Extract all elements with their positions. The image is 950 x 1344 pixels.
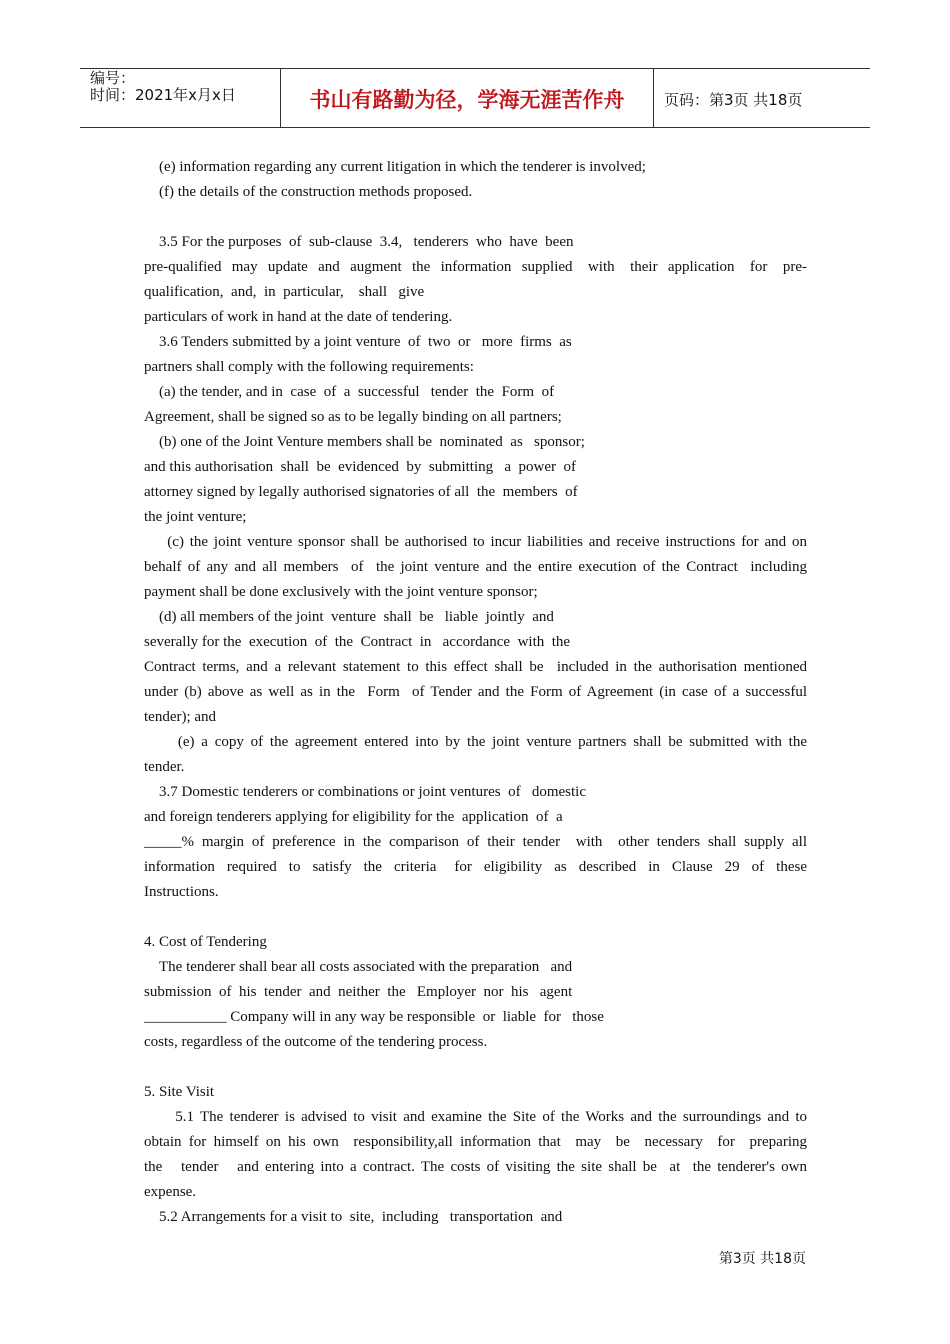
body-line: and foreign tenderers applying for eligibility for the application of a (144, 809, 563, 825)
body-line: Contract terms, and a relevant statement to this effect shall be included in the authorisation mentioned (144, 659, 807, 675)
body-line: (b) one of the Joint Venture members shall be nominated as sponsor; (144, 434, 585, 450)
body-line: qualification, and, in particular, shall give (144, 284, 425, 300)
body-line: tender. (144, 759, 185, 775)
body-line: (e) a copy of the agreement entered into by the joint venture partners shall be submitted with the (144, 734, 808, 750)
body-line: 3.5 For the purposes of sub-clause 3.4, tenderers who have been (144, 234, 574, 250)
body-line: ___________ Company will in any way be responsible or liable for those (144, 1009, 604, 1025)
body-line: obtain for himself on his own responsibility,all information that may be necessary for preparing (144, 1134, 807, 1150)
body-line: 5.1 The tenderer is advised to visit and examine the Site of the Works and the surroundings and to (144, 1109, 808, 1125)
body-line: partners shall comply with the following requirements: (144, 359, 474, 375)
body-line: 3.6 Tenders submitted by a joint venture of two or more firms as (144, 334, 572, 350)
body-line: behalf of any and all members of the joint venture and the entire execution of the Contract including (144, 559, 807, 575)
body-line: (e) information regarding any current litigation in which the tenderer is involved; (144, 159, 646, 175)
body-line: attorney signed by legally authorised signatories of all the members of (144, 484, 578, 500)
body-line: severally for the execution of the Contract in accordance with the (144, 634, 571, 650)
body-line: 3.7 Domestic tenderers or combinations or joint ventures of domestic (144, 784, 586, 800)
page-footer: 第3页 共18页 (718, 1251, 806, 1267)
body-line: (c) the joint venture sponsor shall be authorised to incur liabilities and receive instructions for and on (144, 534, 807, 550)
body-line: the joint venture; (144, 509, 247, 525)
body-line: pre-qualified may update and augment the information supplied with their application for pre- (144, 259, 807, 275)
page-header (80, 68, 870, 128)
body-line: _____% margin of preference in the comparison of their tender with other tenders shall supply all (144, 834, 807, 850)
body-line: costs, regardless of the outcome of the tendering process. (144, 1034, 488, 1050)
body-line: tender); and (144, 709, 217, 725)
document-time-label: 时间：2021年x月x日 (90, 86, 236, 104)
body-line: (f) the details of the construction methods proposed. (144, 184, 473, 200)
header-meta (80, 69, 281, 127)
blank-line (144, 205, 807, 230)
body-line: The tenderer shall bear all costs associated with the preparation and (144, 959, 573, 975)
header-motto: 书山有路勤为径，学海无涯苦作舟 (281, 69, 654, 127)
body-line: payment shall be done exclusively with the joint venture sponsor; (144, 584, 538, 600)
section-heading: 4. Cost of Tendering (144, 934, 267, 950)
body-line: and this authorisation shall be evidenced by submitting a power of (144, 459, 576, 475)
body-line: particulars of work in hand at the date of tendering. (144, 309, 453, 325)
body-line: information required to satisfy the criteria for eligibility as described in Clause 29 of these (144, 859, 807, 875)
body-line: under (b) above as well as in the Form of Tender and the Form of Agreement (in case of a successful (144, 684, 807, 700)
header-page-info: 页码：第3页 共18页 (664, 90, 803, 109)
body-line: (d) all members of the joint venture shall be liable jointly and (144, 609, 554, 625)
body-line: Agreement, shall be signed so as to be legally binding on all partners; (144, 409, 562, 425)
body-line: expense. (144, 1184, 197, 1200)
document-body (144, 155, 807, 1230)
section-heading: 5. Site Visit (144, 1084, 215, 1100)
blank-line (144, 1055, 807, 1080)
body-line: the tender and entering into a contract. The costs of visiting the site shall be at the tenderer's own (144, 1159, 807, 1175)
blank-line (144, 905, 807, 930)
document-number-label: 编号： (90, 69, 136, 87)
body-line: submission of his tender and neither the Employer nor his agent (144, 984, 573, 1000)
body-line: (a) the tender, and in case of a successful tender the Form of (144, 384, 555, 400)
body-line: Instructions. (144, 884, 219, 900)
body-line: 5.2 Arrangements for a visit to site, including transportation and (144, 1209, 563, 1225)
